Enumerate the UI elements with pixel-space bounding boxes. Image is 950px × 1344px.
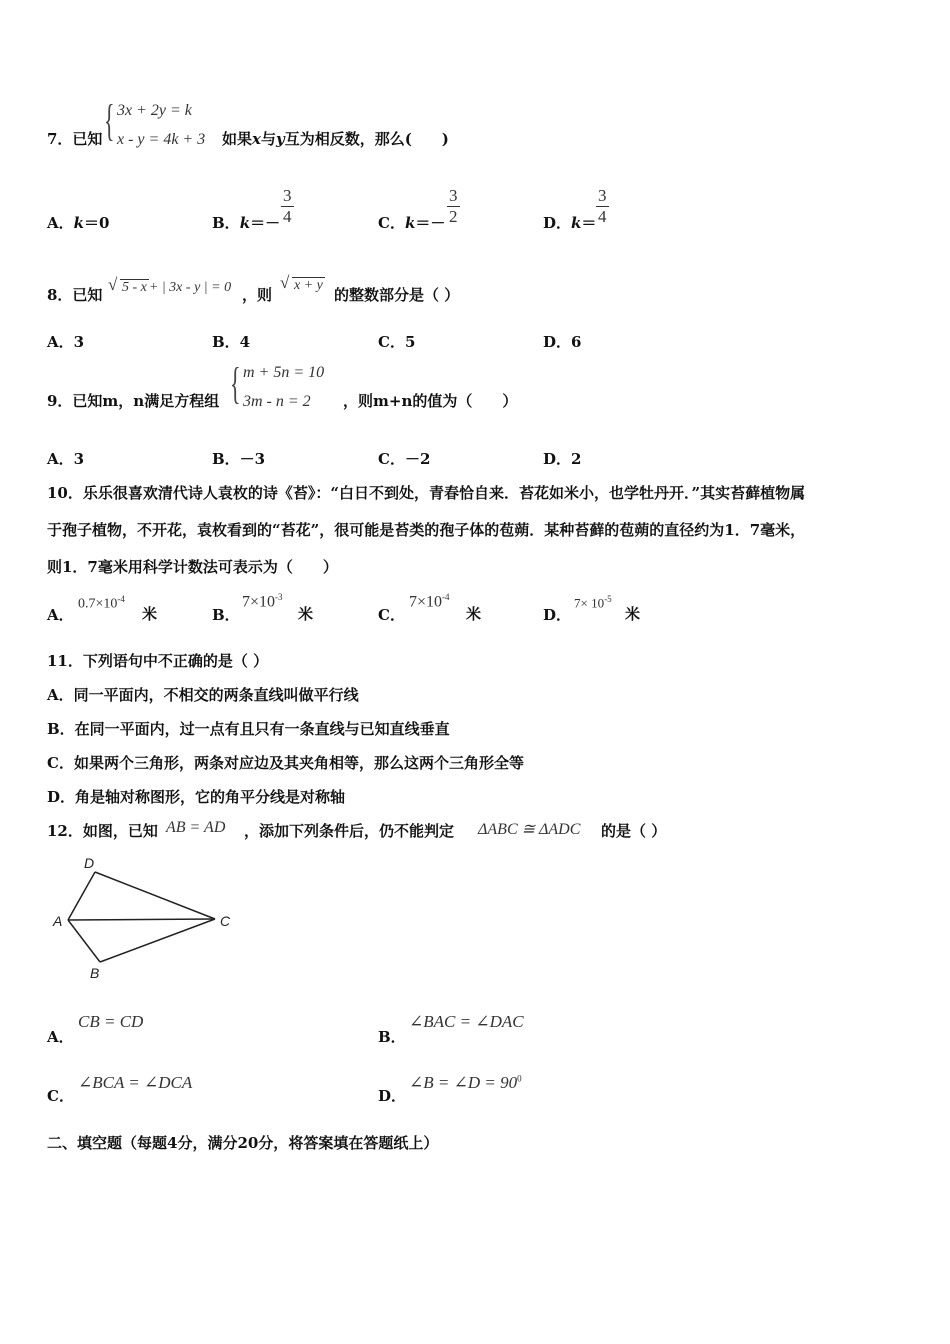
point-label-d: D bbox=[84, 855, 95, 871]
q7-brace: { bbox=[104, 96, 115, 145]
q7-option-b-fraction: $\frac{3}{4}$ bbox=[283, 186, 292, 226]
q10-option-c-label: C． bbox=[378, 606, 405, 624]
q7-equation-1: 3x + 2y = k bbox=[117, 102, 192, 119]
segment-ac bbox=[68, 919, 215, 920]
q10-option-c-expr: $7\times 10^{-4}$ bbox=[409, 592, 450, 611]
q7-equation-2: x - y = 4k + 3 bbox=[117, 131, 206, 148]
q11-option-b: B．在同一平面内，过一点有且只有一条直线与已知直线垂直 bbox=[47, 720, 450, 738]
q10-option-d-label: D． bbox=[543, 606, 572, 624]
q7-condition: 如果x与y互为相反数，那么( ) bbox=[222, 130, 449, 148]
q10-option-b-label: B． bbox=[212, 606, 240, 624]
q10-option-b-unit: 米 bbox=[298, 605, 314, 623]
q8-option-c: C．5 bbox=[378, 333, 416, 351]
q9-option-c: C．－2 bbox=[378, 450, 431, 468]
q10-option-b-expr: $7\times 10^{-3}$ bbox=[242, 592, 283, 611]
q8-suffix: 的整数部分是（ ） bbox=[334, 286, 460, 304]
q12-option-b-expr: ∠BAC = ∠DAC bbox=[409, 1012, 524, 1031]
q7-option-c: C．k＝－ bbox=[378, 214, 446, 232]
q9-equation-2: 3m - n = 2 bbox=[243, 393, 311, 410]
q7-option-c-fraction: $\frac{3}{2}$ bbox=[449, 186, 458, 226]
q8-prefix: 8．已知 bbox=[47, 286, 103, 304]
q8-option-b: B．4 bbox=[212, 333, 251, 351]
q11-option-c: C．如果两个三角形，两条对应边及其夹角相等，那么这两个三角形全等 bbox=[47, 754, 524, 772]
q12-option-a-expr: CB = CD bbox=[78, 1012, 144, 1031]
q10-line-3: 则1．7毫米用科学计数法可表示为（ ） bbox=[47, 558, 338, 576]
q12-suffix: 的是（ ） bbox=[601, 822, 667, 840]
q7-var-y: y bbox=[275, 130, 285, 148]
q12-option-d-expr: ∠B = ∠D = $90^0$ bbox=[409, 1073, 522, 1092]
q9-equation-1: m + 5n = 10 bbox=[243, 364, 325, 381]
q10-option-a-unit: 米 bbox=[142, 605, 158, 623]
section-2-title: 二、填空题（每题4分，满分20分，将答案填在答题纸上） bbox=[47, 1134, 439, 1152]
point-label-c: C bbox=[220, 913, 231, 929]
q7-option-a: A．k＝0 bbox=[47, 214, 110, 232]
q8-sqrt-expression: √ 5 - x + | 3x - y | = 0 bbox=[110, 279, 231, 296]
q7-var-x: x bbox=[252, 130, 261, 148]
q12-quadrilateral-figure bbox=[48, 852, 248, 984]
q10-option-c-unit: 米 bbox=[466, 605, 482, 623]
point-label-a: A bbox=[53, 913, 63, 929]
q9-option-a: A．3 bbox=[47, 450, 85, 468]
q8-sqrt-2: √ x + y bbox=[282, 277, 325, 294]
q8-mid-text: ，则 bbox=[242, 286, 273, 304]
q10-option-d-unit: 米 bbox=[625, 605, 641, 623]
q10-line-2: 于孢子植物，不开花，袁枚看到的“苔花”，很可能是苔类的孢子体的苞蒴．某种苔藓的苞蒴的直径约为1．7毫米， bbox=[47, 521, 806, 539]
q10-option-a-label: A． bbox=[47, 606, 74, 624]
q11-option-a: A．同一平面内，不相交的两条直线叫做平行线 bbox=[47, 686, 359, 704]
q7-option-b: B．k＝－ bbox=[212, 214, 281, 232]
q10-option-d-expr: $7\times 10^{-5}$ bbox=[574, 594, 612, 611]
q12-claim: ΔABC ≅ ΔADC bbox=[478, 821, 581, 838]
q12-option-a-label: A． bbox=[47, 1028, 74, 1046]
point-label-b: B bbox=[90, 965, 100, 981]
segment-bc bbox=[100, 919, 215, 962]
q12-option-c-label: C． bbox=[47, 1087, 74, 1105]
q12-option-c-expr: ∠BCA = ∠DCA bbox=[78, 1073, 193, 1092]
q7-option-d: D．k＝ bbox=[543, 214, 597, 232]
q11-stem: 11．下列语句中不正确的是（ ） bbox=[47, 652, 269, 670]
q9-prefix: 9．已知m，n满足方程组 bbox=[47, 392, 220, 410]
q8-option-d: D．6 bbox=[543, 333, 582, 351]
q10-option-a-expr: $0.7\times 10^{-4}$ bbox=[78, 594, 125, 612]
q12-option-d-label: D． bbox=[378, 1087, 407, 1105]
q12-given: AB = AD bbox=[166, 819, 226, 836]
segment-ad bbox=[68, 872, 95, 920]
q11-option-d: D．角是轴对称图形，它的角平分线是对称轴 bbox=[47, 788, 346, 806]
segment-ab bbox=[68, 920, 100, 962]
q12-prefix: 12．如图，已知 bbox=[47, 822, 158, 840]
q7-option-d-fraction: $\frac{3}{4}$ bbox=[598, 186, 607, 226]
q7-prefix: 7．已知 bbox=[47, 130, 103, 148]
q12-mid: ，添加下列条件后，仍不能判定 bbox=[244, 822, 455, 840]
q9-brace: { bbox=[230, 359, 241, 408]
q9-option-d: D．2 bbox=[543, 450, 582, 468]
q9-option-b: B．－3 bbox=[212, 450, 266, 468]
q9-suffix: ，则m+n的值为（ ） bbox=[343, 392, 518, 410]
q8-option-a: A．3 bbox=[47, 333, 85, 351]
segment-dc bbox=[95, 872, 215, 919]
q12-option-b-label: B． bbox=[378, 1028, 406, 1046]
q8-sqrt-1: √ 5 - x bbox=[110, 279, 149, 296]
q10-line-1: 10．乐乐很喜欢清代诗人袁枚的诗《苔》：“白日不到处，青春恰自来．苔花如米小，也学牡丹开．”其实苔藓植物属 bbox=[47, 484, 806, 502]
